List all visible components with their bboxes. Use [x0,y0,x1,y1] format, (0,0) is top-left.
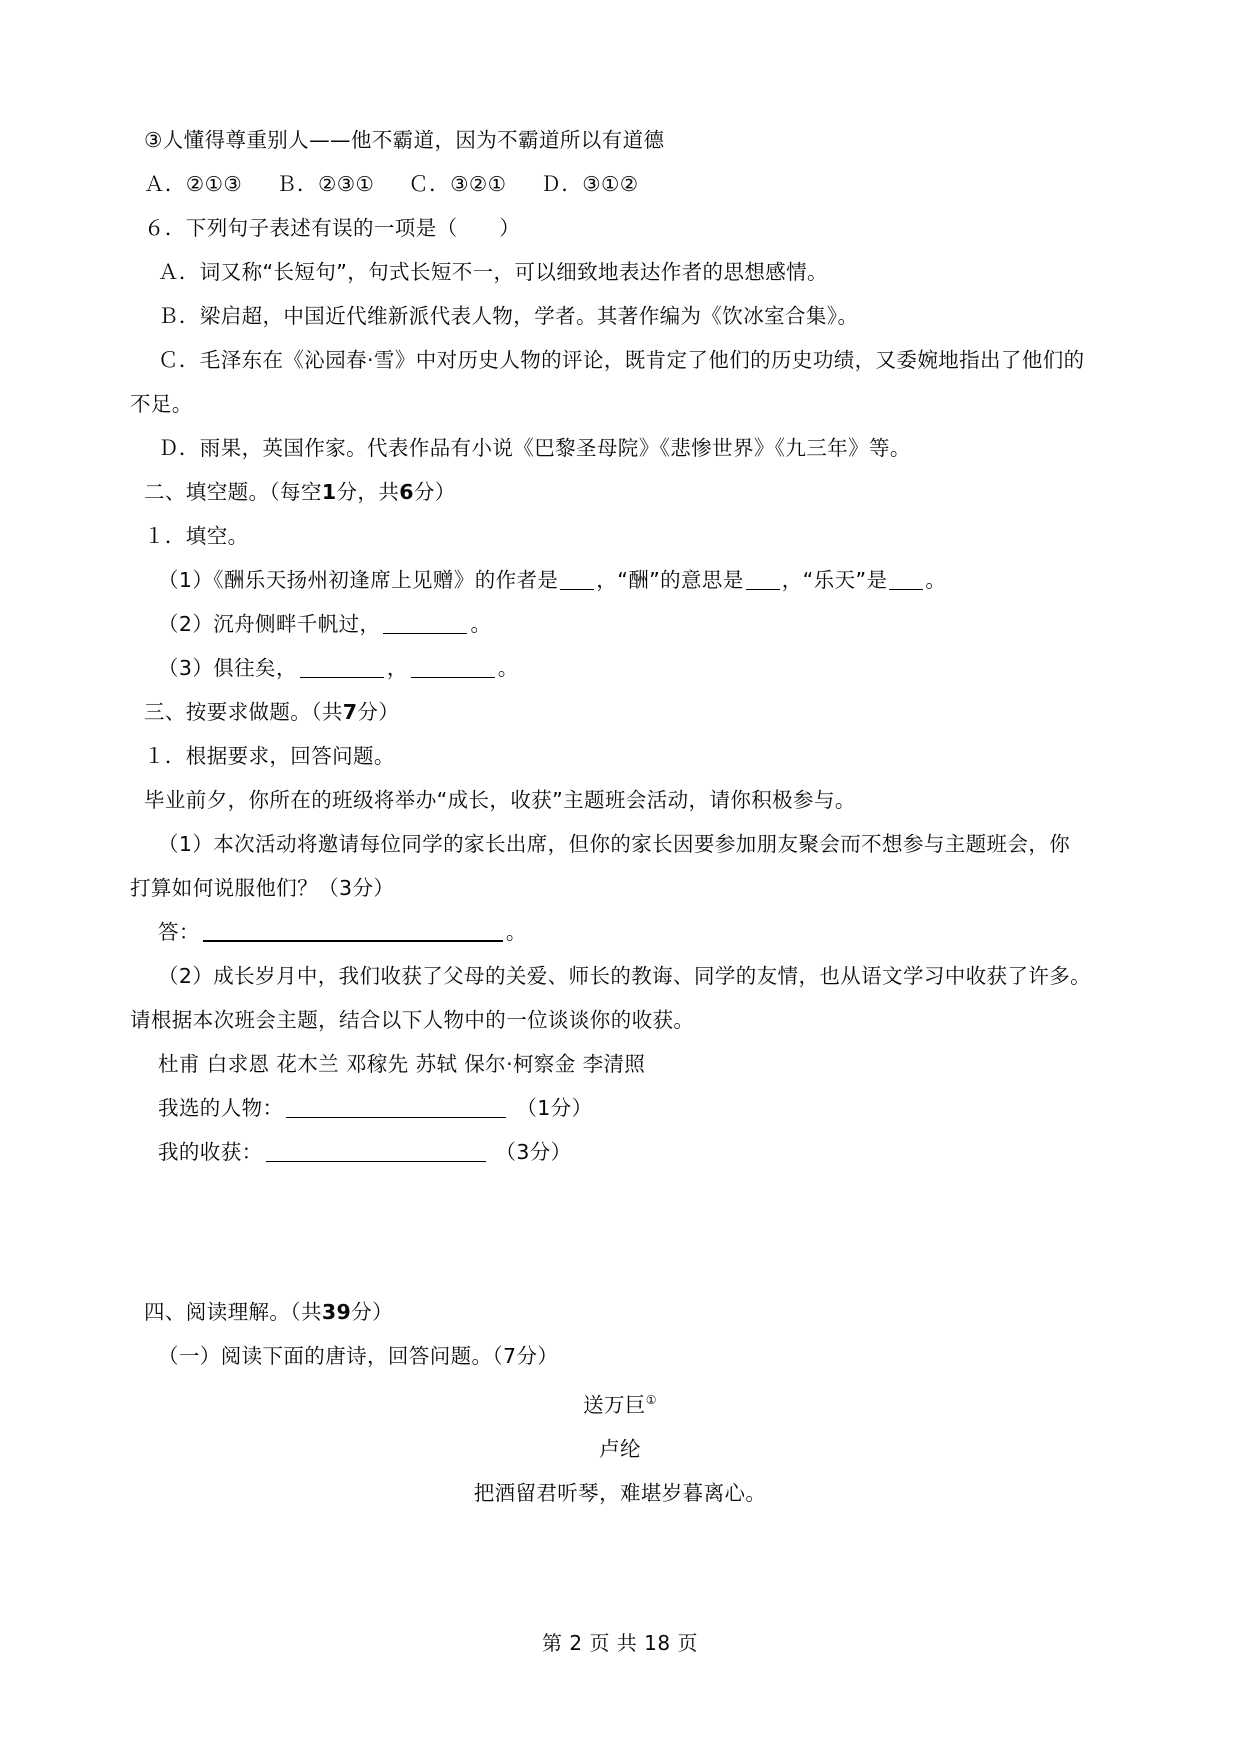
section-3-total-score: 7 [342,700,358,724]
section-2-total-score: 6 [399,480,414,504]
section-4-sub1: （一）阅读下面的唐诗，回答问题。（7分） [158,1344,559,1368]
blank-work-area [130,1174,1110,1290]
option-d: Ｄ．③①② [540,172,639,196]
poem-line-1: 把酒留君听琴，难堪岁暮离心。 [473,1480,767,1505]
fill-blank-item-3-part1: （3）俱往矣， [158,656,297,680]
my-gain-line [130,1130,1110,1174]
fill-blank-item-1-part1: （1）《酬乐天扬州初逢席上见赠》的作者是 [158,568,559,592]
section-3-question-1-label: １．根据要求，回答问题。 [144,744,395,768]
answer-blank[interactable] [266,1161,486,1162]
answer-blank[interactable] [746,589,780,590]
question-6-option-d: Ｄ．雨果，英国作家。代表作品有小说《巴黎圣母院》《悲惨世界》《九三年》等。 [158,436,911,460]
selected-figure-label: 我选的人物： [158,1096,284,1120]
fill-blank-item-3-part3: 。 [497,656,519,680]
section-3-sub1-line2: 打算如何说服他们？（3分） [130,876,395,900]
my-gain-score: （3分） [495,1140,572,1164]
answer-blank[interactable] [411,677,495,678]
fill-blank-item-3 [130,646,1110,690]
section-3-heading [130,690,1110,734]
fill-blank-item-1 [130,558,1110,602]
answer-blank[interactable] [383,633,467,634]
section-2-question-1-label: １．填空。 [144,524,249,548]
section-3-sub2-line2: 请根据本次班会主题，结合以下人物中的一位谈谈你的收获。 [130,1008,695,1032]
page-footer: 第 2 页 共 18 页 [542,1631,698,1655]
section-4-total-score: 39 [321,1300,352,1324]
question-5-options [130,162,1110,206]
question-6-option-c-line2: 不足。 [130,392,193,416]
section-3-heading-prefix: 三、按要求做题。（共 [144,700,343,724]
section-3-intro: 毕业前夕，你所在的班级将举办“成长，收获”主题班会活动，请你积极参与。 [144,788,856,812]
question-6-option-b: Ｂ．梁启超，中国近代维新派代表人物，学者。其著作编为《饮冰室合集》。 [158,304,859,328]
fill-blank-item-1-part2: ，“酬”的意思是 [596,568,744,592]
selected-figure-line [130,1086,1110,1130]
figure-list: 杜甫 白求恩 花木兰 邓稼先 苏轼 保尔·柯察金 李清照 [158,1052,646,1076]
answer-label: 答： [158,920,200,944]
section-2-score-per-blank: 1 [321,480,337,504]
answer-blank[interactable] [889,589,923,590]
section-3-heading-suffix: 分） [357,700,400,724]
section-3-sub1-line1: （1）本次活动将邀请每位同学的家长出席，但你的家长因要参加朋友聚会而不想参与主题班会，你 [158,832,1071,856]
question-6-stem: ６．下列句子表述有误的一项是（ ） [144,216,521,240]
my-gain-label: 我的收获： [158,1140,263,1164]
answer-blank[interactable] [286,1117,506,1118]
option-a: Ａ．②①③ [144,172,243,196]
fill-blank-item-2-part1: （2）沉舟侧畔千帆过， [158,612,381,636]
fill-blank-item-1-part4: 。 [925,568,947,592]
poem-title-text: 送万巨 [583,1392,646,1417]
fill-blank-item-1-part3: ，“乐天”是 [781,568,888,592]
section-2-heading-suffix: 分） [413,480,456,504]
section-4-heading-suffix: 分） [351,1300,393,1324]
question-5-item-3: ③人懂得尊重别人——他不霸道，因为不霸道所以有道德 [144,128,665,152]
fill-blank-item-3-part2: ， [386,656,408,680]
option-c: Ｃ．③②① [408,172,507,196]
answer-suffix: 。 [505,920,527,944]
answer-blank[interactable] [560,589,594,590]
poem-title [130,1378,1110,1427]
answer-blank[interactable] [300,677,384,678]
section-2-heading-mid: 分，共 [336,480,400,504]
section-2-heading-prefix: 二、填空题。（每空 [144,480,322,504]
section-2-heading [130,470,1110,514]
section-4-heading-prefix: 四、阅读理解。（共 [144,1300,322,1324]
section-4-heading [130,1290,1110,1334]
poem-author: 卢纶 [599,1436,641,1461]
fill-blank-item-2-part2: 。 [470,612,492,636]
footnote-marker: ① [645,1393,657,1407]
selected-figure-score: （1分） [516,1096,593,1120]
answer-blank[interactable] [203,940,503,942]
option-b: Ｂ．②③① [276,172,375,196]
fill-blank-item-2 [130,602,1110,646]
answer-line [130,910,1110,954]
question-6-option-c-line1: Ｃ．毛泽东在《沁园春·雪》中对历史人物的评论，既肯定了他们的历史功绩，又委婉地指出了他们的 [158,348,1085,372]
question-6-option-a: Ａ．词又称“长短句”，句式长短不一，可以细致地表达作者的思想感情。 [158,260,828,284]
section-3-sub2-line1: （2）成长岁月中，我们收获了父母的关爱、师长的教诲、同学的友情，也从语文学习中收获了许多。 [158,964,1092,988]
